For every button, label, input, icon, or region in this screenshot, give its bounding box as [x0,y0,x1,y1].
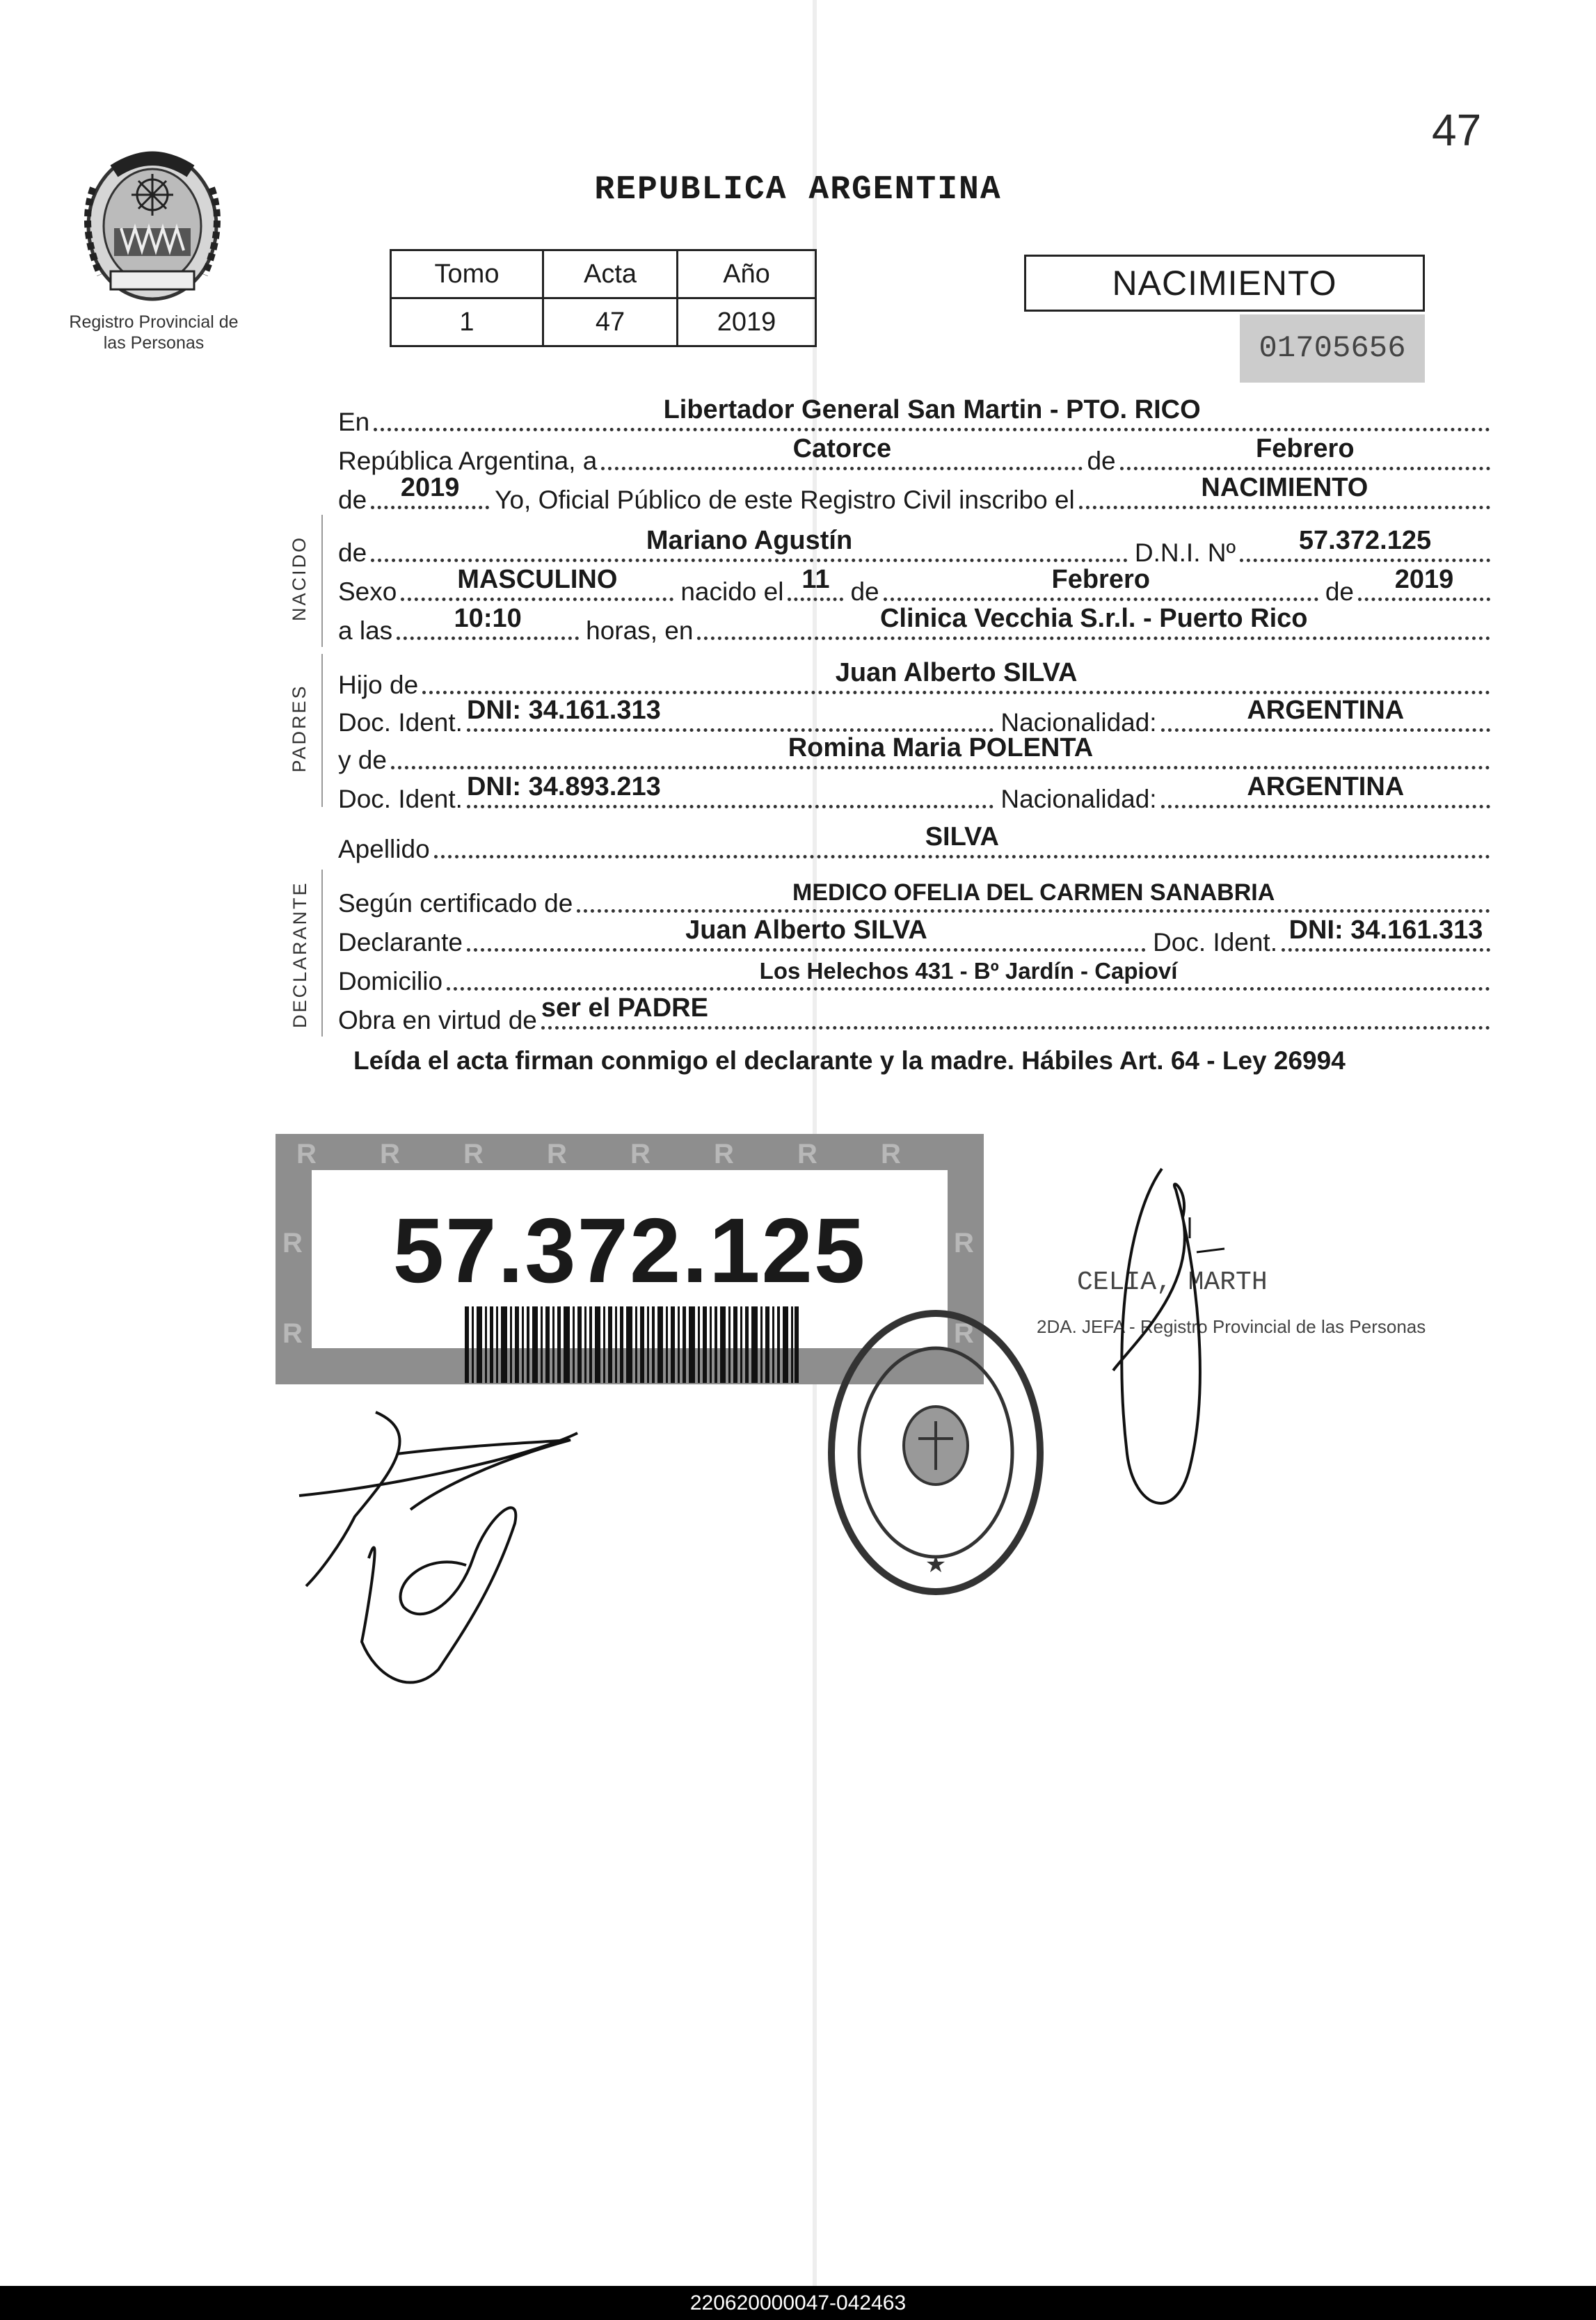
label-de-year: de [338,486,367,514]
label-a-las: a las [338,616,393,645]
svg-text:★: ★ [925,1551,947,1578]
value-month: Febrero [1256,434,1355,463]
label-dni-no: D.N.I. Nº [1134,538,1236,567]
value-surname: SILVA [925,822,999,851]
value-certificate-by: MEDICO OFELIA DEL CARMEN SANABRIA [792,879,1275,906]
svg-text:R: R [282,1228,303,1258]
label-apellido: Apellido [338,835,430,863]
label-de-month: de [850,577,879,606]
svg-text:R: R [547,1139,567,1169]
row-mother-doc [338,772,1490,814]
value-birth-time: 10:10 [454,604,522,633]
label-nacido-el: nacido el [680,577,784,606]
svg-text:R: R [881,1139,901,1169]
footer-code: 220620000047-042463 [0,2286,1596,2320]
value-sex: MASCULINO [457,565,618,594]
row-time [338,604,1490,646]
value-day: Catorce [792,434,892,463]
row-declarant [338,915,1490,957]
value-child-name: Mariano Agustín [646,526,853,555]
label-nacionalidad-mother: Nacionalidad: [1000,785,1157,813]
section-label-nacido: NACIDO [289,535,310,621]
label-y-de: y de [338,746,387,774]
barcode-icon [465,1306,799,1383]
label-republica: República Argentina, a [338,447,598,475]
header-acta: Acta [543,250,678,298]
label-nacionalidad-father: Nacionalidad: [1000,708,1157,737]
label-domicilio: Domicilio [338,967,443,995]
svg-text:R: R [954,1318,974,1349]
row-date [338,434,1490,476]
country-title: REPUBLICA ARGENTINA [594,171,1002,209]
registry-caption: Registro Provincial de las Personas [69,312,239,353]
label-obra-en-virtud: Obra en virtud de [338,1006,537,1034]
official-subtitle: 2DA. JEFA - Registro Provincial de las Personas [1037,1316,1426,1337]
label-declarante: Declarante [338,928,463,957]
row-father-doc [338,698,1490,737]
row-child [338,526,1490,568]
value-father-doc: DNI: 34.161.313 [466,696,661,725]
value-ano: 2019 [678,298,816,346]
value-event: NACIMIENTO [1201,473,1368,502]
section-label-padres: PADRES [289,684,310,773]
header-tomo: Tomo [391,250,543,298]
value-declarant-doc: DNI: 34.161.313 [1288,915,1483,945]
row-surname [338,822,1490,864]
record-table [390,249,817,347]
dni-stamp-number: 57.372.125 [392,1199,867,1302]
row-father [338,658,1490,700]
svg-text:R: R [296,1139,317,1169]
svg-text:R: R [463,1139,484,1169]
value-mother-name: Romina Maria POLENTA [788,733,1094,762]
registry-seal-icon [821,1299,1051,1606]
row-place [338,395,1490,437]
value-year: 2019 [400,473,460,502]
value-child-dni: 57.372.125 [1298,526,1432,555]
value-mother-doc: DNI: 34.893.213 [466,772,661,801]
label-horas-en: horas, en [586,616,694,645]
value-birth-place: Clinica Vecchia S.r.l. - Puerto Rico [879,604,1308,633]
value-father-nationality: ARGENTINA [1247,696,1405,725]
value-mother-nationality: ARGENTINA [1247,772,1405,801]
value-acta: 47 [543,298,678,346]
row-address [338,957,1490,996]
header-ano: Año [678,250,816,298]
label-de: de [1087,447,1116,475]
closing-note: Leída el acta firman conmigo el declarante y la madre. Hábiles Art. 64 - Ley 26994 [353,1046,1346,1075]
svg-text:R: R [797,1139,817,1169]
record-type-box: NACIMIENTO [1024,255,1425,312]
declarant-signature-icon [285,1377,731,1697]
page-number: 47 [1432,105,1482,155]
row-sex [338,565,1490,607]
svg-text:R: R [630,1139,651,1169]
label-en: En [338,408,370,436]
official-name-stamp: CELIA, MARTH [1077,1267,1268,1297]
svg-text:R: R [282,1318,303,1349]
official-signature-icon [1085,1162,1259,1523]
svg-text:R: R [954,1228,974,1258]
svg-text:R: R [714,1139,734,1169]
row-year [338,473,1490,515]
label-doc-ident-father: Doc. Ident. [338,708,463,737]
value-place: Libertador General San Martin - PTO. RICO [663,395,1201,424]
value-birth-year: 2019 [1394,565,1454,594]
row-mother [338,733,1490,775]
value-by-virtue-of: ser el PADRE [541,993,708,1023]
value-birth-month: Febrero [1051,565,1150,594]
label-doc-ident-declarant: Doc. Ident. [1153,928,1277,957]
provincia-de-misiones-emblem-icon [72,146,232,306]
label-doc-ident-mother: Doc. Ident. [338,785,463,813]
value-declarant: Juan Alberto SILVA [685,915,927,945]
label-yo-oficial: Yo, Oficial Público de este Registro Civil inscribo el [495,486,1075,514]
value-birth-day: 11 [801,565,830,594]
value-father-name: Juan Alberto SILVA [835,658,1078,687]
value-address: Los Helechos 431 - Bº Jardín - Capioví [759,958,1178,984]
row-by-virtue [338,993,1490,1035]
section-label-declarante: DECLARANTE [289,881,310,1028]
label-segun-certificado: Según certificado de [338,889,573,918]
value-tomo: 1 [391,298,543,346]
label-de-child: de [338,538,367,567]
label-sexo: Sexo [338,577,397,606]
row-certificate [338,879,1490,918]
svg-text:R: R [380,1139,400,1169]
serial-number-stamp: 01705656 [1240,314,1425,383]
label-de-birth-year: de [1325,577,1354,606]
label-hijo-de: Hijo de [338,671,419,699]
